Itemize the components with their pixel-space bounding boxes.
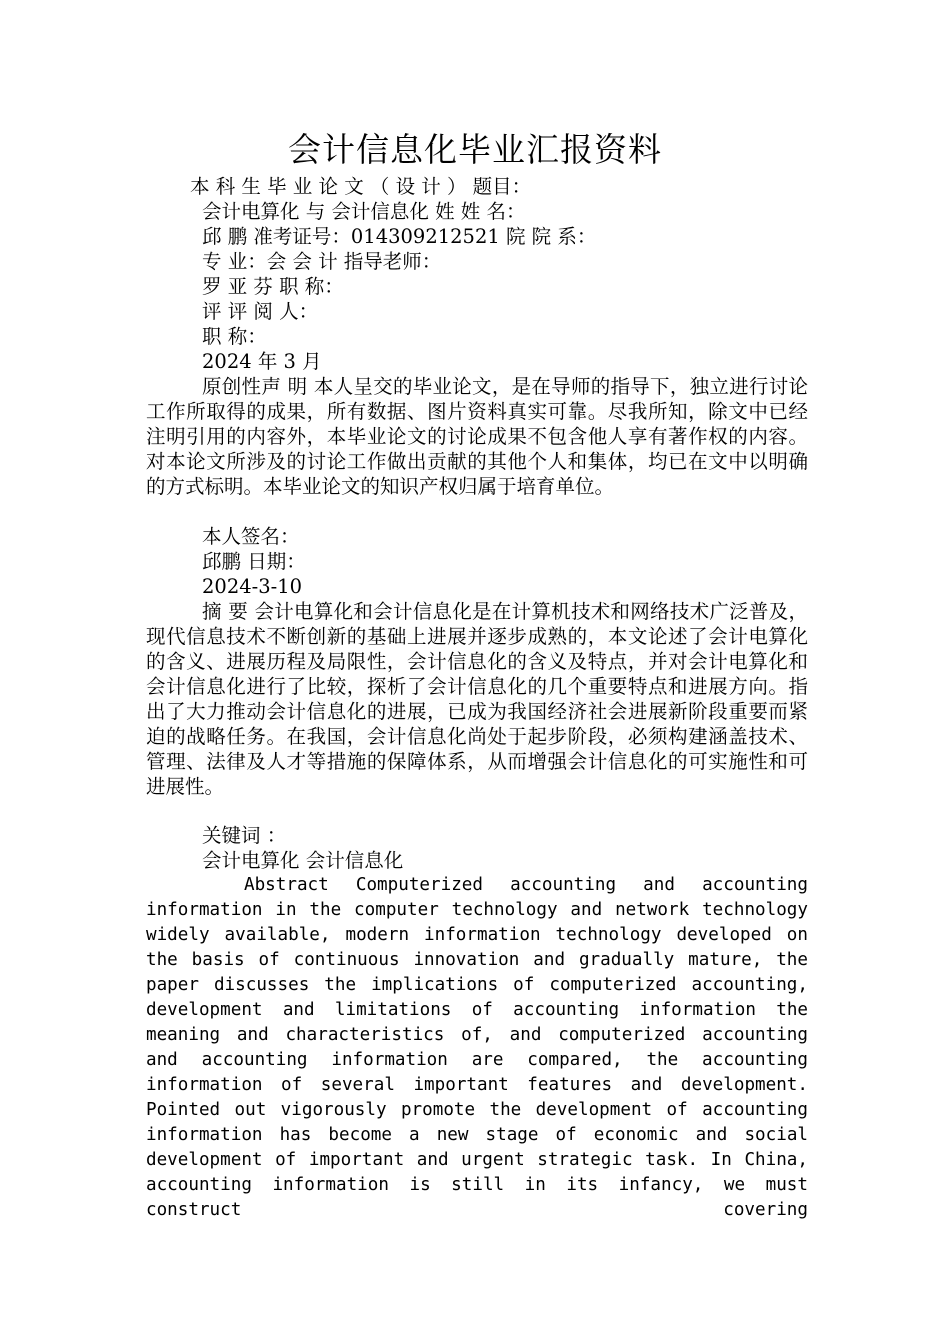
signature-label: 本人签名： (202, 525, 300, 548)
cover-advisor-line: 罗 亚 芬 职 称： (202, 275, 344, 298)
cover-student-line: 邱 鹏 准考证号：014309212521 院 院 系： (202, 225, 597, 248)
document-title: 会计信息化毕业汇报资料 (288, 130, 662, 169)
declaration-date: 2024-3-10 (202, 575, 303, 598)
cover-title-line: 职 称： (202, 325, 267, 348)
keywords-value: 会计电算化 会计信息化 (202, 849, 404, 872)
cover-date-line: 2024 年 3 月 (202, 350, 322, 373)
abstract-english-text: Abstract Computerized accounting and accounting information in the computer technology and network technology widely available, modern information technology developed on the basis of continuous innovation and gradually mature, the paper discusses the implications of computerized accounting, development and limitations of accounting information the meaning and characteristics of, and computerized accounting and accounting information are compared, the accounting information of several important features and development. Pointed out vigorously promote the development of accounting information has become a new stage of economic and social development of important and urgent strategic task. In China, accounting information is still in its infancy, we must construct covering (146, 875, 808, 1220)
keywords-label: 关键词 ： (202, 824, 287, 847)
originality-declaration: 原创性声 明 本人呈交的毕业论文，是在导师的指导下，独立进行讨论工作所取得的成果，所有数据、图片资料真实可靠。尽我所知，除文中已经注明引用的内容外，本毕业论文的讨论成果不包含他人享有著作权的内容。对本论文所涉及的讨论工作做出贡献的其他个人和集体，均已在文中以明确的方式标明。本毕业论文的知识产权归属于培育单位。 (146, 375, 808, 498)
abstract-english (146, 873, 808, 1223)
cover-thesis-line: 本 科 生 毕 业 论 文 （ 设 计 ） 题目： (190, 175, 532, 198)
abstract-chinese: 摘 要 会计电算化和会计信息化是在计算机技术和网络技术广泛普及，现代信息技术不断创新的基础上进展并逐步成熟的，本文论述了会计电算化的含义、进展历程及局限性，会计信息化的含义及特点，并对会计电算化和会计信息化进行了比较，探析了会计信息化的几个重要特点和进展方向。指出了大力推动会计信息化的进展，已成为我国经济社会进展新阶段重要而紧迫的战略任务。在我国，会计信息化尚处于起步阶段，必须构建涵盖技术、管理、法律及人才等措施的保障体系，从而增强会计信息化的可实施性和可进展性。 (146, 600, 808, 798)
signature-line: 邱鹏 日期： (202, 550, 306, 573)
cover-major-line: 专 业：会 会 计 指导老师： (202, 250, 442, 273)
cover-topic-line: 会计电算化 与 会计信息化 姓 姓 名： (202, 200, 526, 223)
cover-reviewer-line: 评 评 阅 人： (202, 300, 319, 323)
